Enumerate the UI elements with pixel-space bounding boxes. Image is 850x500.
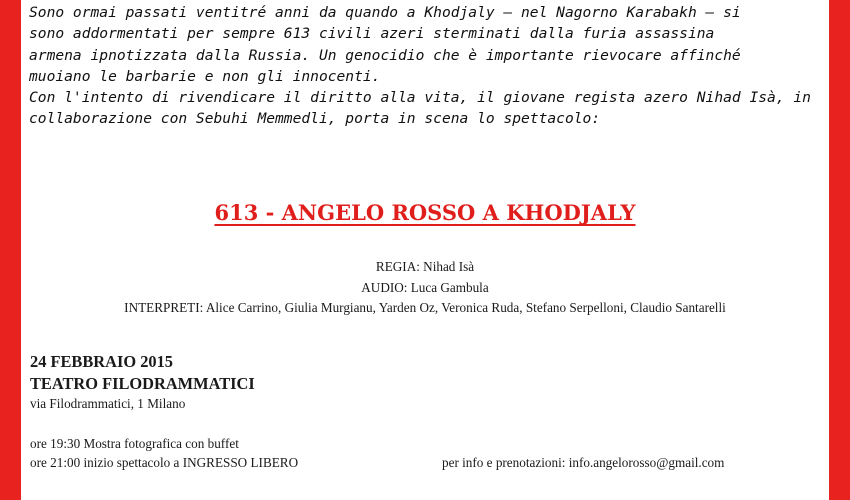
intro-line: Con l'intento di rivendicare il diritto alla vita, il giovane regista azero Nihad Isà, in: [29, 89, 811, 107]
event-details: [30, 351, 255, 413]
intro-paragraph: [29, 2, 819, 130]
event-venue: TEATRO FILODRAMMATICI: [30, 374, 255, 393]
intro-line: muoiano le barbarie e non gli innocenti.: [29, 67, 381, 85]
intro-line: sono addormentati per sempre 613 civili azeri sterminati dalla furia assassina: [29, 25, 715, 43]
credit-audio: AUDIO: Luca Gambula: [361, 279, 489, 295]
show-title: 613 - ANGELO ROSSO A KHODJALY: [214, 200, 636, 225]
schedule-line: ore 19:30 Mostra fotografica con buffet: [30, 436, 239, 451]
event-address: via Filodrammatici, 1 Milano: [30, 396, 186, 411]
intro-line: Sono ormai passati ventitré anni da quando a Khodjaly – nel Nagorno Karabakh – si: [29, 4, 741, 21]
poster-sheet: [21, 0, 829, 500]
event-schedule: [30, 434, 298, 472]
event-date: 24 FEBBRAIO 2015: [30, 352, 173, 371]
intro-line: armena ipnotizzata dalla Russia. Un genocidio che è importante rievocare affinché: [29, 46, 741, 64]
credit-regia: REGIA: Nihad Isà: [375, 259, 475, 274]
credits-block: [21, 257, 829, 319]
intro-line: collaborazione con Sebuhi Memmedli, porta in scena lo spettacolo:: [29, 110, 601, 128]
contact-info: per info e prenotazioni: info.angelorosso@gmail.com: [442, 455, 725, 470]
schedule-line: ore 21:00 inizio spettacolo a INGRESSO LIBERO: [30, 455, 299, 470]
credit-interpreti: INTERPRETI: Alice Carrino, Giulia Murgianu, Yarden Oz, Veronica Ruda, Stefano Serpelloni, Claudio Santarelli: [124, 300, 726, 315]
